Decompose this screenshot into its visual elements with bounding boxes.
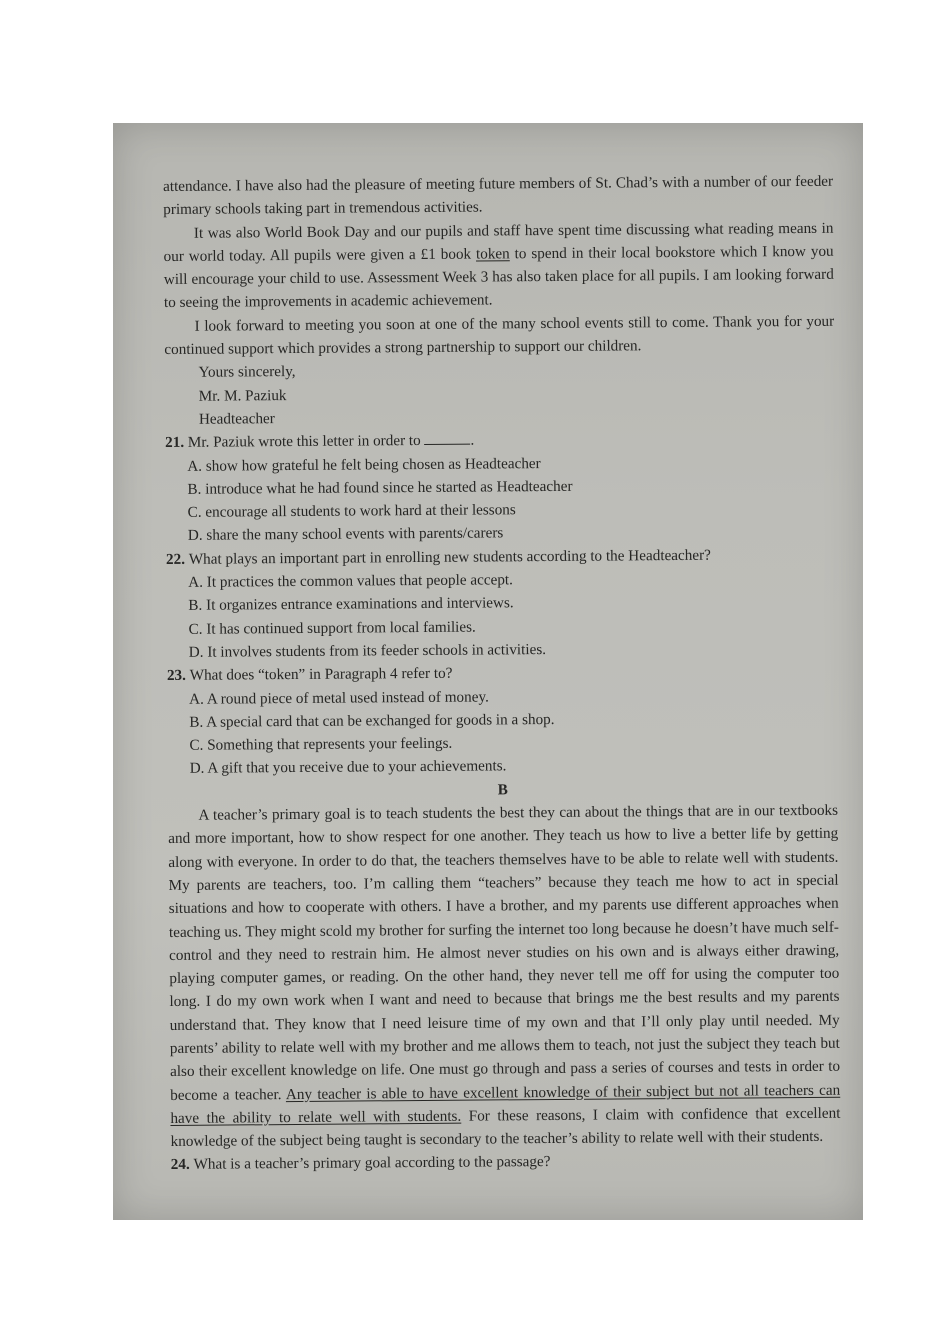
option-23-c: C. Something that represents your feelings. bbox=[189, 734, 453, 754]
question-24 bbox=[171, 1148, 841, 1177]
letter-closing: Yours sincerely, bbox=[198, 363, 296, 382]
paragraph-text: It was also World Book Day and our pupils and staff have spent time discussing what reading means in our world today. All pupils were given a £1 book bbox=[163, 219, 834, 265]
document-photo bbox=[113, 123, 863, 1220]
option-21-a: A. show how grateful he felt being chosen as Headteacher bbox=[187, 454, 541, 475]
token-word: token bbox=[475, 245, 510, 263]
question-text: What plays an important part in enrolling new students according to the Headteacher? bbox=[188, 546, 711, 568]
option-21-c: C. encourage all students to work hard at their lessons bbox=[187, 501, 516, 521]
question-number: 21. bbox=[165, 434, 185, 452]
option-23-d: D. A gift that you receive due to your achievements. bbox=[189, 757, 507, 778]
signature-title: Headteacher bbox=[198, 410, 275, 428]
option-22-b: B. It organizes entrance examinations and interviews. bbox=[188, 594, 514, 615]
underlined-sentence: Any teacher is able to have excellent knowledge of their subject but not all teachers can have the ability to relate well with students. bbox=[170, 1081, 841, 1127]
passage-text: For these reasons, I claim with confidence that excellent knowledge of the subject being taught is secondary to the teacher’s ability to relate well with their students. bbox=[170, 1104, 841, 1151]
paragraph-text: to spend in their local bookstore which I know you will encourage your child to use. Assessment Week 3 has also taken place for all pupils. I am looking forward to seeing the improvements in academic achievement. bbox=[163, 242, 834, 312]
option-22-a: A. It practices the common values that people accept. bbox=[188, 571, 513, 591]
question-text: Mr. Paziuk wrote this letter in order to bbox=[187, 432, 425, 452]
question-text: . bbox=[470, 431, 475, 449]
question-number: 24. bbox=[170, 1156, 190, 1174]
letter-paragraph-3: I look forward to meeting you soon at one of the many school events still to come. Thank you for your continued support which provides a strong partnership to support our children. bbox=[164, 312, 835, 359]
page-content bbox=[163, 170, 841, 1177]
option-22-d: D. It involves students from its feeder schools in activities. bbox=[188, 640, 547, 661]
letter-paragraph-1: attendance. I have also had the pleasure of meeting future members of St. Chad’s with a number of our feeder primary schools taking part in tremendous activities. bbox=[163, 172, 834, 219]
option-21-b: B. introduce what he had found since he started as Headteacher bbox=[187, 477, 573, 498]
section-b-heading: B bbox=[497, 781, 508, 799]
answer-blank bbox=[424, 430, 470, 445]
option-22-c: C. It has continued support from local families. bbox=[188, 618, 476, 638]
option-21-d: D. share the many school events with parents/carers bbox=[187, 524, 504, 545]
signature-name: Mr. M. Paziuk bbox=[198, 386, 287, 405]
option-23-a: A. A round piece of metal used instead of money. bbox=[189, 687, 489, 708]
option-23-b: B. A special card that can be exchanged for goods in a shop. bbox=[189, 710, 555, 731]
section-b-passage bbox=[168, 799, 841, 1154]
question-number: 23. bbox=[166, 667, 186, 685]
passage-text: A teacher’s primary goal is to teach students the best they can about the things that are in our textbooks and more important, how to show respect for one another. They teach us how to live a better life by getting along with everyone. In order to do that, the teachers themselves have to be able to relate well with students. My parents are teachers, too. I’m calling them “teachers” because they teach me how to act in special situations and how to cooperate with others. I have a brother, and my parents use different approaches when teaching us. They might scold my brother for surfing the internet too long because he doesn’t have much self-control and they need to restrain him. He almost never studies on his own and is always either drawing, playing computer games, or reading. On the other hand, they never tell me off for using the computer too long. I do my own work when I want and need to because that brings me the best results and my parents understand that. They know that I need leisure time of my own and that I’ll only play until needed. My parents’ ability to relate well with my brother and me allows them to teach, not just the subject they teach but also their excellent knowledge on life. One must go through and pass a series of courses and tests in order to become a teacher. bbox=[168, 801, 841, 1104]
question-text: What does “token” in Paragraph 4 refer to? bbox=[189, 664, 453, 685]
question-text: What is a teacher’s primary goal according to the passage? bbox=[193, 1153, 551, 1174]
letter-paragraph-2 bbox=[163, 216, 834, 314]
question-number: 22. bbox=[165, 550, 186, 568]
